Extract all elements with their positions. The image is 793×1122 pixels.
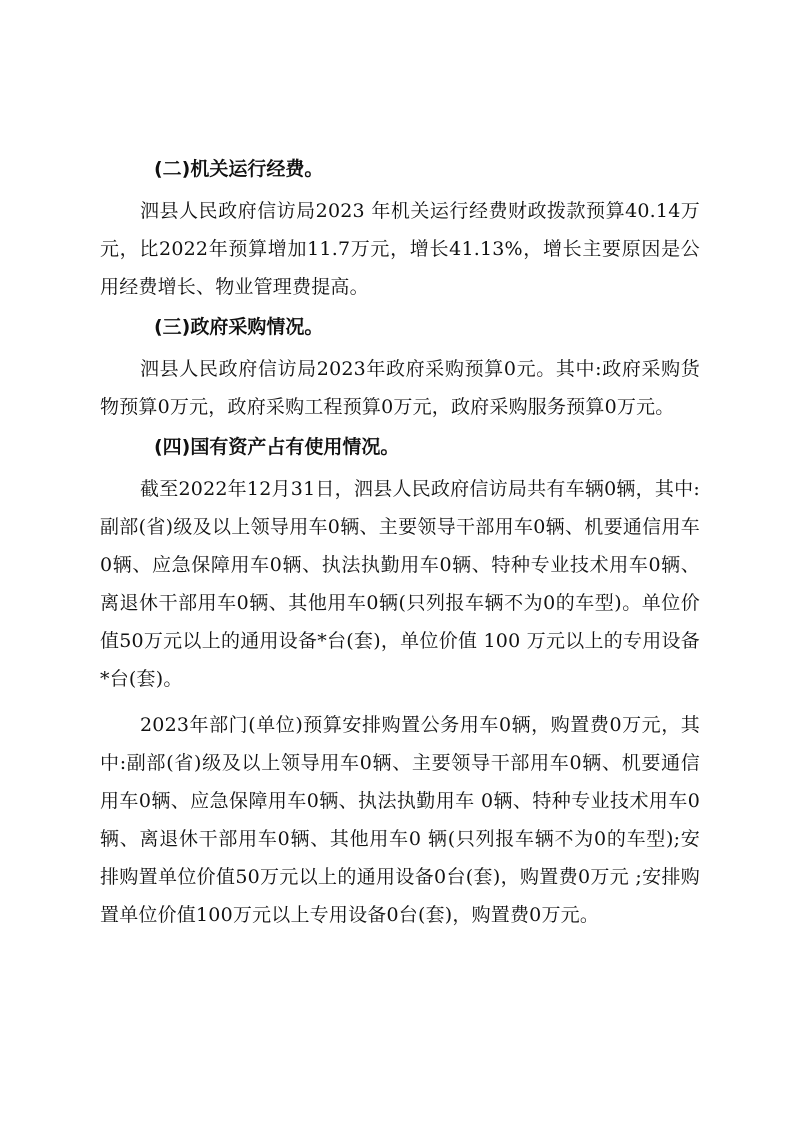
- paragraph-operating-expenses: 泗县人民政府信访局2023 年机关运行经费财政拨款预算40.14万元，比2022年预算增加11.7万元，增长41.13%，增长主要原因是公用经费增长、物业管理费提高。: [100, 200, 700, 298]
- paragraph-government-procurement: 泗县人民政府信访局2023年政府采购预算0元。其中:政府采购货物预算0万元，政府采购工程预算0万元，政府采购服务预算0万元。: [100, 358, 700, 418]
- paragraph-vehicles-held: 截至2022年12月31日，泗县人民政府信访局共有车辆0辆，其中:副部(省)级及以上领导用车0辆、主要领导干部用车0辆、机要通信用车0辆、应急保障用车0辆、执法执勤用车0辆、特种专业技术用车0辆、离退休干部用车0辆、其他用车0辆(只列报车辆不为0的车型)。单位价值50万元以上的通用设备*台(套)，单位价值 100 万元以上的专用设备*台(套)。: [100, 478, 700, 690]
- document-body: [100, 150, 700, 942]
- paragraph-vehicle-purchase-plan: 2023年部门(单位)预算安排购置公务用车0辆，购置费0万元，其中:副部(省)级及以上领导用车0辆、主要领导干部用车0辆、机要通信用车0辆、应急保障用车0辆、执法执勤用车 0辆、特种专业技术用车0辆、离退休干部用车0辆、其他用车0 辆(只列报车辆不为0的车型);安排购置单位价值50万元以上的通用设备0台(套)，购置费0万元 ;安排购置单位价值100万元以上专用设备0台(套)，购置费0万元。: [100, 714, 700, 926]
- section-heading-operating-expenses: (二)机关运行经费。: [154, 158, 324, 180]
- section-heading-government-procurement: (三)政府采购情况。: [154, 316, 324, 338]
- section-heading-state-assets: (四)国有资产占有使用情况。: [154, 436, 400, 458]
